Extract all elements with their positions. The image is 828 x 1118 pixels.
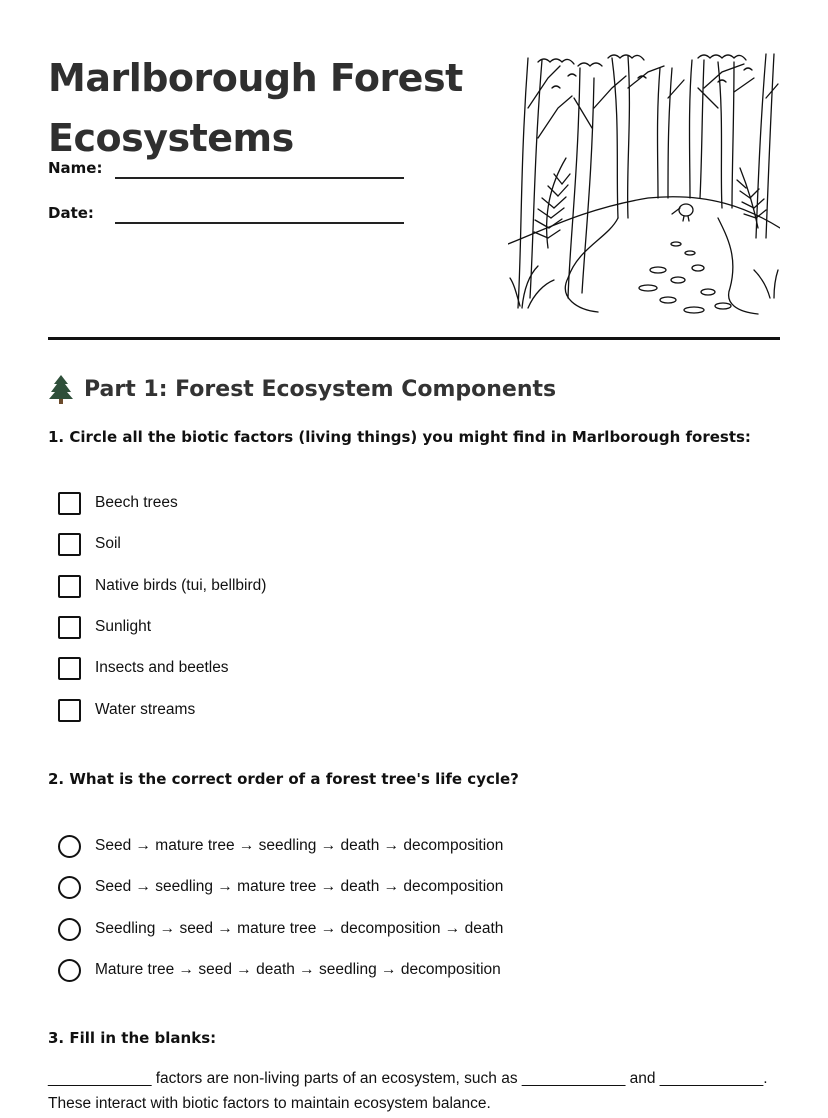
q1-option[interactable] — [58, 574, 266, 598]
question-1-prompt: 1. Circle all the biotic factors (living things) you might find in Marlborough forests: — [48, 428, 751, 446]
forest-illustration — [508, 48, 780, 318]
question-3-fill-in-text[interactable]: ____________ factors are non-living parts of an ecosystem, such as ____________ and ____________. These interact with biotic factors to maintain ecosystem balance. — [48, 1070, 768, 1112]
title-line-2: Ecosystems — [48, 116, 294, 160]
checkbox[interactable] — [58, 575, 81, 598]
name-label: Name: — [48, 159, 103, 177]
q2-option-label: Mature tree → seed → death → seedling → decomposition — [95, 961, 501, 978]
checkbox[interactable] — [58, 492, 81, 515]
q2-option[interactable] — [58, 917, 503, 941]
q2-option[interactable] — [58, 834, 503, 858]
radio-button[interactable] — [58, 876, 81, 899]
checkbox[interactable] — [58, 616, 81, 639]
radio-button[interactable] — [58, 918, 81, 941]
date-field — [48, 204, 94, 222]
q2-option-label: Seedling → seed → mature tree → decomposition → death — [95, 920, 504, 937]
evergreen-tree-icon — [48, 374, 74, 404]
name-input-line[interactable] — [115, 177, 404, 179]
q1-option[interactable] — [58, 656, 229, 680]
radio-button[interactable] — [58, 959, 81, 982]
q1-option[interactable] — [58, 491, 178, 515]
q2-option-label: Seed → seedling → mature tree → death → decomposition — [95, 878, 504, 895]
q1-option-label: Sunlight — [95, 618, 152, 635]
q1-option-label: Soil — [95, 535, 121, 552]
checkbox[interactable] — [58, 533, 81, 556]
title-line-1: Marlborough Forest — [48, 56, 463, 100]
q1-option-label: Beech trees — [95, 494, 178, 511]
q1-option-label: Insects and beetles — [95, 659, 229, 676]
q1-option-label: Water streams — [95, 701, 196, 718]
checkbox[interactable] — [58, 657, 81, 680]
date-label: Date: — [48, 204, 94, 222]
date-input-line[interactable] — [115, 222, 404, 224]
q1-option[interactable] — [58, 615, 151, 639]
q2-option[interactable] — [58, 958, 501, 982]
question-2-prompt: 2. What is the correct order of a forest tree's life cycle? — [48, 770, 519, 788]
radio-button[interactable] — [58, 835, 81, 858]
q2-option[interactable] — [58, 875, 503, 899]
question-3-prompt: 3. Fill in the blanks: — [48, 1029, 217, 1047]
q2-option-label: Seed → mature tree → seedling → death → decomposition — [95, 837, 504, 854]
worksheet-title — [48, 48, 463, 168]
part1-heading-text: Part 1: Forest Ecosystem Components — [84, 376, 557, 402]
part1-heading — [48, 374, 556, 404]
q1-option[interactable] — [58, 698, 195, 722]
q1-option[interactable] — [58, 532, 121, 556]
checkbox[interactable] — [58, 699, 81, 722]
q1-option-label: Native birds (tui, bellbird) — [95, 577, 267, 594]
section-divider — [48, 337, 780, 340]
name-field — [48, 159, 102, 177]
